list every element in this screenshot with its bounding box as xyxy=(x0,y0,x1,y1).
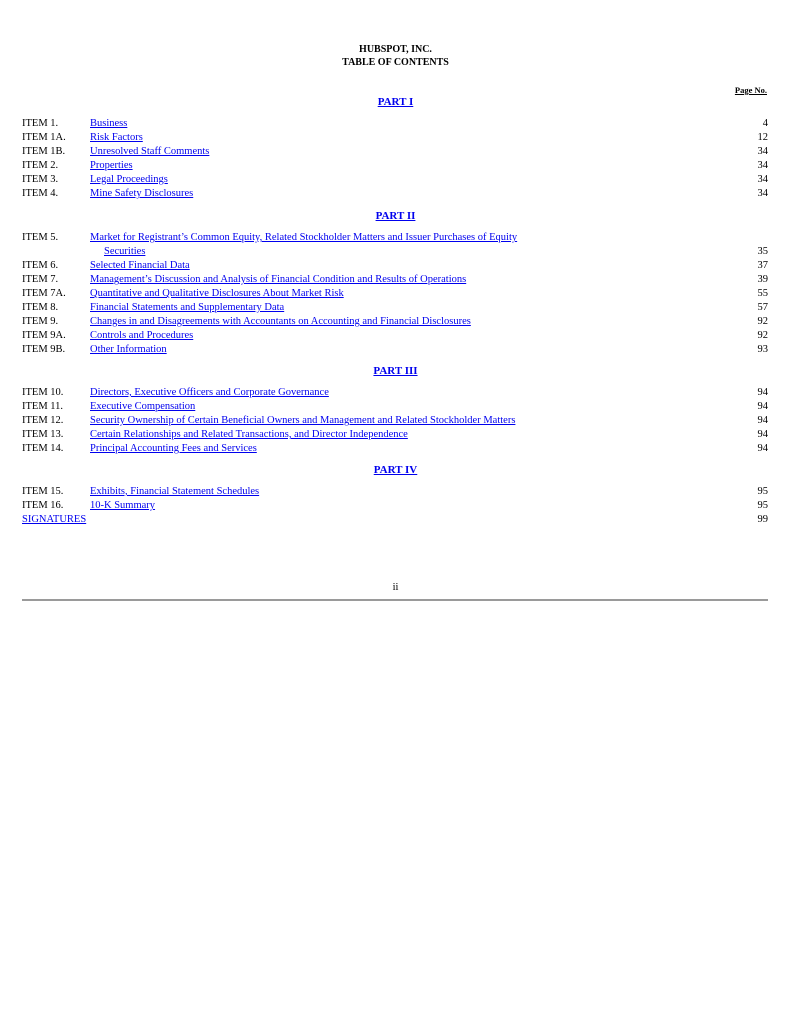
toc-link-exhibits[interactable]: Exhibits, Financial Statement Schedules xyxy=(90,486,260,497)
item-number: ITEM 2. xyxy=(22,160,59,171)
page-number: 55 xyxy=(757,288,768,299)
toc-row-item-3 xyxy=(22,173,768,187)
item-number: ITEM 16. xyxy=(22,500,64,511)
part-3-heading xyxy=(0,364,791,378)
page-number: 4 xyxy=(762,118,768,129)
page-number: 34 xyxy=(757,174,768,185)
item-number: ITEM 11. xyxy=(22,401,64,412)
toc-link-market-for-registrants-equity-continued[interactable]: Securities xyxy=(104,246,146,257)
toc-row-item-9 xyxy=(22,315,768,329)
item-number: ITEM 12. xyxy=(22,415,64,426)
footer-divider xyxy=(22,599,768,601)
page-no-column-header: Page No. xyxy=(734,85,767,95)
page-number: 92 xyxy=(757,316,768,327)
item-number: ITEM 6. xyxy=(22,260,59,271)
page-number: 95 xyxy=(757,500,768,511)
toc-row-item-7a xyxy=(22,287,768,301)
toc-link-signatures[interactable]: SIGNATURES xyxy=(22,514,87,525)
page-number: 94 xyxy=(757,387,768,398)
toc-link-executive-compensation[interactable]: Executive Compensation xyxy=(90,401,196,412)
toc-link-10k-summary[interactable]: 10-K Summary xyxy=(90,500,156,511)
page-number: 57 xyxy=(757,302,768,313)
toc-link-business[interactable]: Business xyxy=(90,118,128,129)
item-number: ITEM 4. xyxy=(22,188,59,199)
toc-row-item-9a xyxy=(22,329,768,343)
toc-row-item-9b xyxy=(22,343,768,357)
item-number: ITEM 9A. xyxy=(22,330,66,341)
toc-row-item-8 xyxy=(22,301,768,315)
toc-row-item-1b xyxy=(22,145,768,159)
toc-link-changes-in-accountants[interactable]: Changes in and Disagreements with Accountants on Accounting and Financial Disclosures xyxy=(90,316,471,327)
toc-row-item-5-continued xyxy=(22,245,768,259)
item-number: ITEM 7. xyxy=(22,274,59,285)
page-number: 12 xyxy=(757,132,768,143)
toc-row-item-11 xyxy=(22,400,768,414)
page-number: 37 xyxy=(757,260,768,271)
toc-link-selected-financial-data[interactable]: Selected Financial Data xyxy=(90,260,190,271)
item-number: ITEM 1B. xyxy=(22,146,66,157)
page-number: 94 xyxy=(757,415,768,426)
toc-row-item-2 xyxy=(22,159,768,173)
item-number: ITEM 9B. xyxy=(22,344,66,355)
item-number: ITEM 14. xyxy=(22,443,64,454)
toc-link-risk-factors[interactable]: Risk Factors xyxy=(90,132,143,143)
toc-link-financial-statements[interactable]: Financial Statements and Supplementary Data xyxy=(90,302,285,313)
toc-link-market-risk-disclosures[interactable]: Quantitative and Qualitative Disclosures About Market Risk xyxy=(90,288,344,299)
toc-row-item-1a xyxy=(22,131,768,145)
toc-link-other-information[interactable]: Other Information xyxy=(90,344,167,355)
part-1-link[interactable]: PART I xyxy=(377,96,414,108)
toc-row-item-13 xyxy=(22,428,768,442)
toc-link-directors-officers-governance[interactable]: Directors, Executive Officers and Corporate Governance xyxy=(90,387,329,398)
page-number: 34 xyxy=(757,146,768,157)
page-number: 35 xyxy=(757,246,768,257)
toc-row-item-1 xyxy=(22,117,768,131)
item-number: ITEM 15. xyxy=(22,486,64,497)
toc-link-market-for-registrants-equity[interactable]: Market for Registrant’s Common Equity, Related Stockholder Matters and Issuer Purchases of Equity xyxy=(90,232,518,243)
page-number: 94 xyxy=(757,429,768,440)
item-number: ITEM 10. xyxy=(22,387,64,398)
page-number: 94 xyxy=(757,401,768,412)
footer-page-number: ii xyxy=(392,582,399,593)
part-4-heading xyxy=(0,463,791,477)
item-number: ITEM 3. xyxy=(22,174,59,185)
page-number: 39 xyxy=(757,274,768,285)
toc-row-item-16 xyxy=(22,499,768,513)
page-number: 99 xyxy=(757,514,768,525)
company-name: HUBSPOT, INC. xyxy=(359,44,432,55)
toc-link-controls-and-procedures[interactable]: Controls and Procedures xyxy=(90,330,194,341)
toc-link-mdna[interactable]: Management’s Discussion and Analysis of Financial Condition and Results of Operations xyxy=(90,274,467,285)
item-number: ITEM 7A. xyxy=(22,288,66,299)
toc-row-signatures xyxy=(22,513,768,527)
toc-row-item-4 xyxy=(22,187,768,201)
item-number: ITEM 1. xyxy=(22,118,59,129)
page-number: 94 xyxy=(757,443,768,454)
part-2-link[interactable]: PART II xyxy=(375,210,416,222)
toc-row-item-15 xyxy=(22,485,768,499)
part-4-link[interactable]: PART IV xyxy=(373,464,418,476)
toc-link-principal-accounting-fees[interactable]: Principal Accounting Fees and Services xyxy=(90,443,257,454)
item-number: ITEM 1A. xyxy=(22,132,66,143)
toc-link-security-ownership[interactable]: Security Ownership of Certain Beneficial Owners and Management and Related Stockholder Matters xyxy=(90,415,516,426)
part-2-heading xyxy=(0,209,791,223)
item-number: ITEM 8. xyxy=(22,302,59,313)
page-number: 34 xyxy=(757,160,768,171)
toc-row-item-10 xyxy=(22,386,768,400)
toc-row-item-14 xyxy=(22,442,768,456)
item-number: ITEM 13. xyxy=(22,429,64,440)
part-1-heading xyxy=(0,95,791,109)
part-3-link[interactable]: PART III xyxy=(373,365,418,377)
item-number: ITEM 5. xyxy=(22,232,59,243)
toc-link-unresolved-staff-comments[interactable]: Unresolved Staff Comments xyxy=(90,146,210,157)
page-number: 95 xyxy=(757,486,768,497)
item-number: ITEM 9. xyxy=(22,316,59,327)
page-title: TABLE OF CONTENTS xyxy=(342,57,449,68)
toc-row-item-7 xyxy=(22,273,768,287)
toc-row-item-6 xyxy=(22,259,768,273)
toc-row-item-12 xyxy=(22,414,768,428)
toc-link-certain-relationships[interactable]: Certain Relationships and Related Transactions, and Director Independence xyxy=(90,429,408,440)
page-number: 92 xyxy=(757,330,768,341)
page-number: 93 xyxy=(757,344,768,355)
toc-link-legal-proceedings[interactable]: Legal Proceedings xyxy=(90,174,168,185)
toc-link-mine-safety-disclosures[interactable]: Mine Safety Disclosures xyxy=(90,188,194,199)
toc-link-properties[interactable]: Properties xyxy=(90,160,133,171)
toc-row-item-5 xyxy=(22,231,768,245)
page-number: 34 xyxy=(757,188,768,199)
